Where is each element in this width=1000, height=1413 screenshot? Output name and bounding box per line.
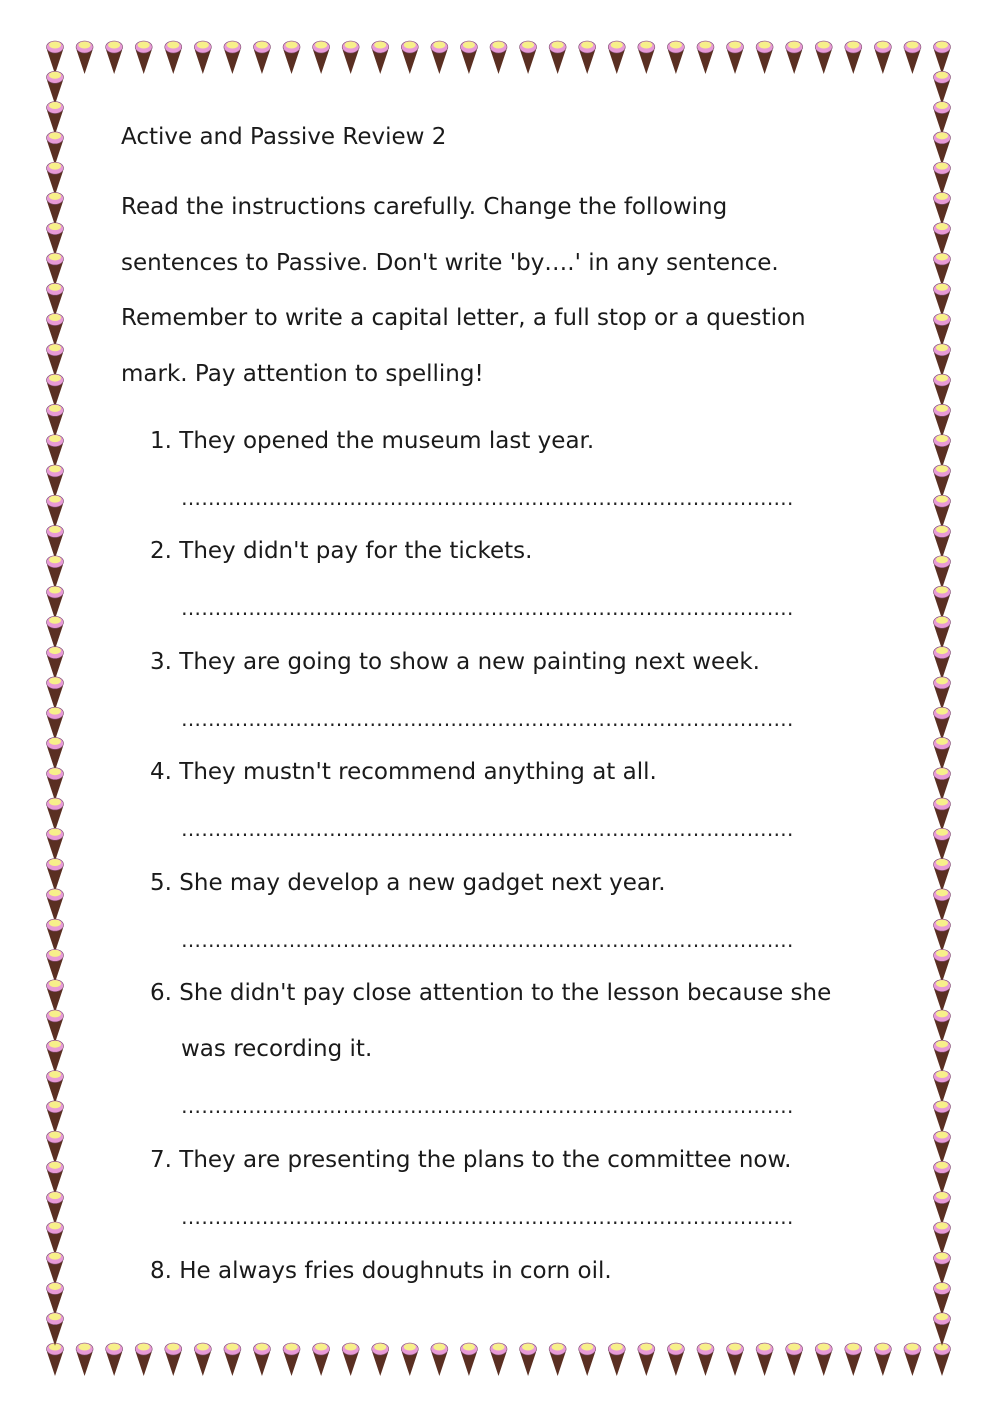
question-number: 4. xyxy=(150,759,172,785)
instructions xyxy=(121,180,881,402)
question-text: He always fries doughnuts in corn oil. xyxy=(179,1258,612,1284)
instructions-line: sentences to Passive. Don't write 'by….' in any sentence. xyxy=(121,249,779,276)
question-number: 6. xyxy=(150,980,172,1006)
question-3 xyxy=(150,649,760,675)
worksheet-title: Active and Passive Review 2 xyxy=(121,124,447,150)
answer-line-3[interactable]: ………………………………………………………………………………. xyxy=(181,707,794,731)
answer-line-4[interactable]: ………………………………………………………………………………. xyxy=(181,817,794,841)
instructions-line: mark. Pay attention to spelling! xyxy=(121,360,484,387)
question-1 xyxy=(150,428,594,454)
answer-line-7[interactable]: ………………………………………………………………………………. xyxy=(181,1205,794,1229)
question-6 xyxy=(150,980,831,1006)
answer-line-5[interactable]: ………………………………………………………………………………. xyxy=(181,928,794,952)
question-2 xyxy=(150,538,532,564)
instructions-line: Remember to write a capital letter, a full stop or a question xyxy=(121,305,806,331)
question-4 xyxy=(150,759,657,785)
question-text: They are going to show a new painting next week. xyxy=(179,649,760,675)
answer-line-6[interactable]: ………………………………………………………………………………. xyxy=(181,1094,794,1118)
question-text: She didn't pay close attention to the lesson because she xyxy=(179,980,832,1006)
question-text: They are presenting the plans to the committee now. xyxy=(179,1147,792,1173)
answer-line-1[interactable]: ………………………………………………………………………………. xyxy=(181,486,794,510)
question-number: 3. xyxy=(150,649,172,675)
instructions-line: Read the instructions carefully. Change the following xyxy=(121,194,728,220)
question-number: 2. xyxy=(150,538,172,564)
question-6-continued: was recording it. xyxy=(181,1036,373,1062)
question-number: 1. xyxy=(150,428,172,454)
question-7 xyxy=(150,1147,791,1173)
question-text: They didn't pay for the tickets. xyxy=(179,538,533,564)
question-number: 7. xyxy=(150,1147,172,1173)
question-number: 5. xyxy=(150,870,172,896)
question-5 xyxy=(150,870,666,896)
question-text: They opened the museum last year. xyxy=(179,428,595,454)
question-number: 8. xyxy=(150,1258,172,1284)
question-8 xyxy=(150,1258,612,1284)
answer-line-2[interactable]: ………………………………………………………………………………. xyxy=(181,596,794,620)
question-text: They mustn't recommend anything at all. xyxy=(179,759,657,785)
question-text: She may develop a new gadget next year. xyxy=(179,870,666,896)
